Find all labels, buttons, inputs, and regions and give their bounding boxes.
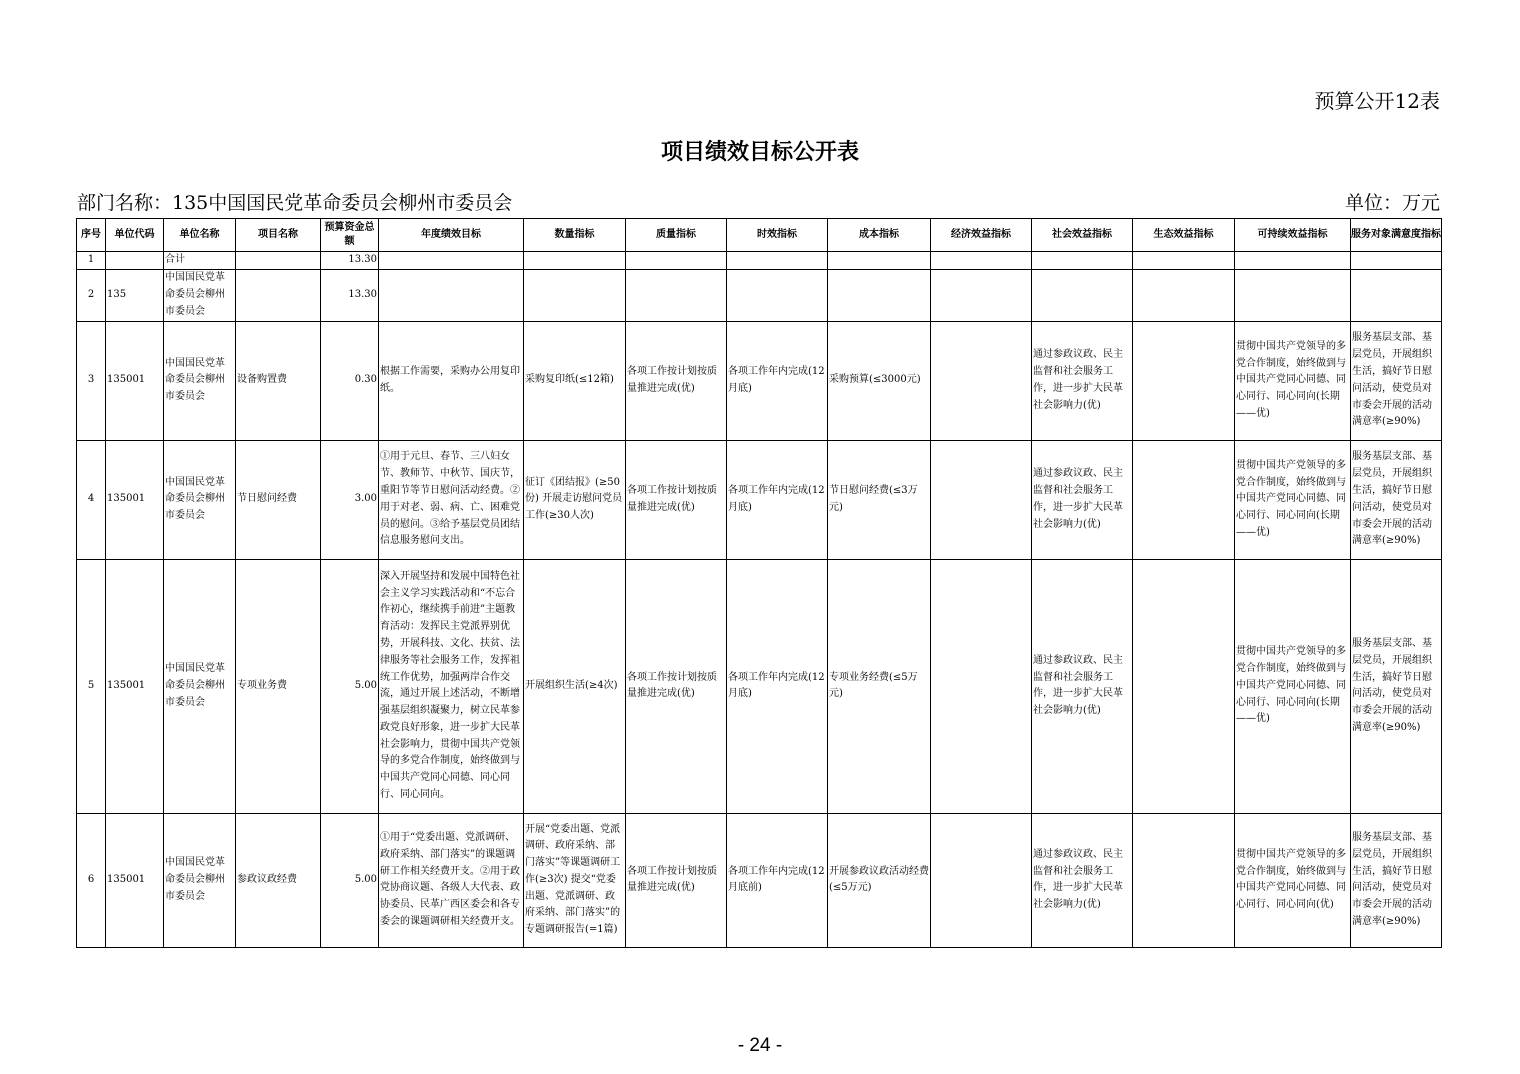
table-cell: 节日慰问经费(≤3万元): [828, 440, 931, 559]
table-cell: 各项工作年内完成(12月底): [727, 559, 828, 813]
table-cell: 开展“党委出题、党派调研、政府采纳、部门落实”等课题调研工作(≥3次) 提交“党委出题、党派调研、政府采纳、部门落实”的专题调研报告(=1篇): [524, 813, 626, 947]
table-cell: 135001: [106, 559, 164, 813]
table-cell: 各项工作按计划按质量推进完成(优): [626, 321, 727, 440]
table-cell: 3.00: [321, 440, 379, 559]
table-row: [77, 440, 1442, 559]
table-cell: [828, 269, 931, 321]
unit-label: 单位：万元: [1344, 192, 1440, 214]
table-cell: ①用于元旦、春节、三八妇女节、教师节、中秋节、国庆节，重阳节等节日慰问活动经费。②用于对老、弱、病、亡、困难党员的慰问。③给予基层党员团结信息服务慰问支出。: [379, 440, 524, 559]
table-cell: [931, 440, 1032, 559]
table-cell: 贯彻中国共产党领导的多党合作制度，始终做到与中国共产党同心同德、同心同行、同心同向(长期——优): [1235, 440, 1351, 559]
table-cell: 贯彻中国共产党领导的多党合作制度，始终做到与中国共产党同心同德、同心同行、同心同向(长期——优): [1235, 559, 1351, 813]
table-cell: 贯彻中国共产党领导的多党合作制度，始终做到与中国共产党同心同德、同心同行、同心同向(优): [1235, 813, 1351, 947]
table-cell: [1032, 269, 1133, 321]
table-cell: 各项工作年内完成(12月底): [727, 440, 828, 559]
table-cell: 0.30: [321, 321, 379, 440]
page-title: 项目绩效目标公开表: [660, 139, 859, 165]
table-cell: 贯彻中国共产党领导的多党合作制度，始终做到与中国共产党同心同德、同心同行、同心同向(长期——优): [1235, 321, 1351, 440]
column-header: 年度绩效目标: [379, 219, 524, 252]
table-cell: 2: [77, 269, 106, 321]
table-row: [77, 321, 1442, 440]
table-cell: 深入开展坚持和发展中国特色社会主义学习实践活动和“不忘合作初心，继续携手前进”主题教育活动：发挥民主党派界别优势，开展科技、文化、扶贫、法律服务等社会服务工作，发挥祖统工作优势，加强两岸合作交流，通过开展上述活动，不断增强基层组织凝聚力，树立民革参政党良好形象，进一步扩大民革社会影响力，贯彻中国共产党领导的多党合作制度，始终做到与中国共产党同心同德、同心同行、同心同向。: [379, 559, 524, 813]
table-cell: 各项工作按计划按质量推进完成(优): [626, 559, 727, 813]
table-row: [77, 269, 1442, 321]
table-cell: 采购复印纸(≤12箱): [524, 321, 626, 440]
table-cell: [1133, 269, 1235, 321]
column-header: 质量指标: [626, 219, 727, 252]
table-cell: 通过参政议政、民主监督和社会服务工作，进一步扩大民革社会影响力(优): [1032, 321, 1133, 440]
table-cell: 1: [77, 252, 106, 270]
table-cell: [236, 252, 321, 270]
table-cell: 节日慰问经费: [236, 440, 321, 559]
table-header-row: [77, 219, 1442, 252]
column-header: 单位名称: [164, 219, 236, 252]
table-cell: 通过参政议政、民主监督和社会服务工作，进一步扩大民革社会影响力(优): [1032, 559, 1133, 813]
table-cell: 参政议政经费: [236, 813, 321, 947]
department-name: 部门名称：135中国国民党革命委员会柳州市委员会: [77, 192, 513, 214]
table-cell: 中国国民党革命委员会柳州市委员会: [164, 813, 236, 947]
table-cell: 开展参政议政活动经费(≤5万元): [828, 813, 931, 947]
table-cell: 5.00: [321, 813, 379, 947]
table-cell: 中国国民党革命委员会柳州市委员会: [164, 559, 236, 813]
table-row: [77, 559, 1442, 813]
table-cell: [236, 269, 321, 321]
table-cell: 服务基层支部、基层党员，开展组织生活，搞好节日慰问活动，使党员对市委会开展的活动满意率(≥90%): [1351, 813, 1442, 947]
performance-table: [76, 218, 1442, 948]
table-cell: [626, 252, 727, 270]
table-cell: [1133, 440, 1235, 559]
table-row: [77, 252, 1442, 270]
table-cell: 4: [77, 440, 106, 559]
column-header: 经济效益指标: [931, 219, 1032, 252]
table-cell: [1235, 252, 1351, 270]
page-code-label: 预算公开12表: [1314, 89, 1440, 113]
table-cell: 采购预算(≤3000元): [828, 321, 931, 440]
table-cell: 中国国民党革命委员会柳州市委员会: [164, 440, 236, 559]
column-header: 预算资金总额: [321, 219, 379, 252]
table-cell: [626, 269, 727, 321]
column-header: 服务对象满意度指标: [1351, 219, 1442, 252]
table-cell: ①用于“党委出题、党派调研、政府采纳、部门落实”的课题调研工作相关经费开支。②用于政党协商议题、各级人大代表、政协委员、民革广西区委会和各专委会的课题调研相关经费开支。: [379, 813, 524, 947]
table-cell: [106, 252, 164, 270]
table-cell: 6: [77, 813, 106, 947]
table-cell: 13.30: [321, 252, 379, 270]
table-cell: [828, 252, 931, 270]
table-cell: 各项工作年内完成(12月底前): [727, 813, 828, 947]
column-header: 数量指标: [524, 219, 626, 252]
table-cell: [1351, 269, 1442, 321]
page-number: - 24 -: [737, 1035, 783, 1056]
table-cell: [931, 321, 1032, 440]
table-cell: [524, 252, 626, 270]
table-cell: 合计: [164, 252, 236, 270]
table-cell: 135001: [106, 440, 164, 559]
table-cell: [1133, 321, 1235, 440]
table-cell: [931, 252, 1032, 270]
table-cell: [931, 269, 1032, 321]
table-cell: 各项工作年内完成(12月底): [727, 321, 828, 440]
table-cell: 中国国民党革命委员会柳州市委员会: [164, 269, 236, 321]
table-cell: 设备购置费: [236, 321, 321, 440]
table-cell: [1032, 252, 1133, 270]
column-header: 社会效益指标: [1032, 219, 1133, 252]
table-cell: [379, 252, 524, 270]
table-cell: [727, 252, 828, 270]
table-cell: 通过参政议政、民主监督和社会服务工作，进一步扩大民革社会影响力(优): [1032, 813, 1133, 947]
table-cell: [727, 269, 828, 321]
column-header: 可持续效益指标: [1235, 219, 1351, 252]
table-cell: [1133, 813, 1235, 947]
table-cell: 各项工作按计划按质量推进完成(优): [626, 440, 727, 559]
table-cell: 服务基层支部、基层党员，开展组织生活，搞好节日慰问活动，使党员对市委会开展的活动满意率(≥90%): [1351, 559, 1442, 813]
table-cell: 中国国民党革命委员会柳州市委员会: [164, 321, 236, 440]
table-cell: 根据工作需要，采购办公用复印纸。: [379, 321, 524, 440]
table-cell: 专项业务经费(≤5万元): [828, 559, 931, 813]
table-cell: 服务基层支部、基层党员，开展组织生活，搞好节日慰问活动，使党员对市委会开展的活动满意率(≥90%): [1351, 321, 1442, 440]
table-row: [77, 813, 1442, 947]
table-cell: 135001: [106, 813, 164, 947]
column-header: 成本指标: [828, 219, 931, 252]
column-header: 时效指标: [727, 219, 828, 252]
table-cell: 征订《团结报》(≥50份) 开展走访慰问党员工作(≥30人次): [524, 440, 626, 559]
table-cell: 开展组织生活(≥4次): [524, 559, 626, 813]
table-cell: [1351, 252, 1442, 270]
column-header: 生态效益指标: [1133, 219, 1235, 252]
table-cell: [1133, 559, 1235, 813]
table-cell: [1235, 269, 1351, 321]
table-cell: 5.00: [321, 559, 379, 813]
table-cell: [931, 559, 1032, 813]
table-cell: [931, 813, 1032, 947]
column-header: 项目名称: [236, 219, 321, 252]
table-cell: 通过参政议政、民主监督和社会服务工作，进一步扩大民革社会影响力(优): [1032, 440, 1133, 559]
table-cell: 3: [77, 321, 106, 440]
table-cell: 5: [77, 559, 106, 813]
column-header: 序号: [77, 219, 106, 252]
table-cell: [1133, 252, 1235, 270]
table-cell: 13.30: [321, 269, 379, 321]
table-cell: 各项工作按计划按质量推进完成(优): [626, 813, 727, 947]
table-cell: 135001: [106, 321, 164, 440]
column-header: 单位代码: [106, 219, 164, 252]
table-cell: [379, 269, 524, 321]
table-cell: 服务基层支部、基层党员，开展组织生活，搞好节日慰问活动，使党员对市委会开展的活动满意率(≥90%): [1351, 440, 1442, 559]
table-cell: 135: [106, 269, 164, 321]
table-cell: 专项业务费: [236, 559, 321, 813]
table-cell: [524, 269, 626, 321]
